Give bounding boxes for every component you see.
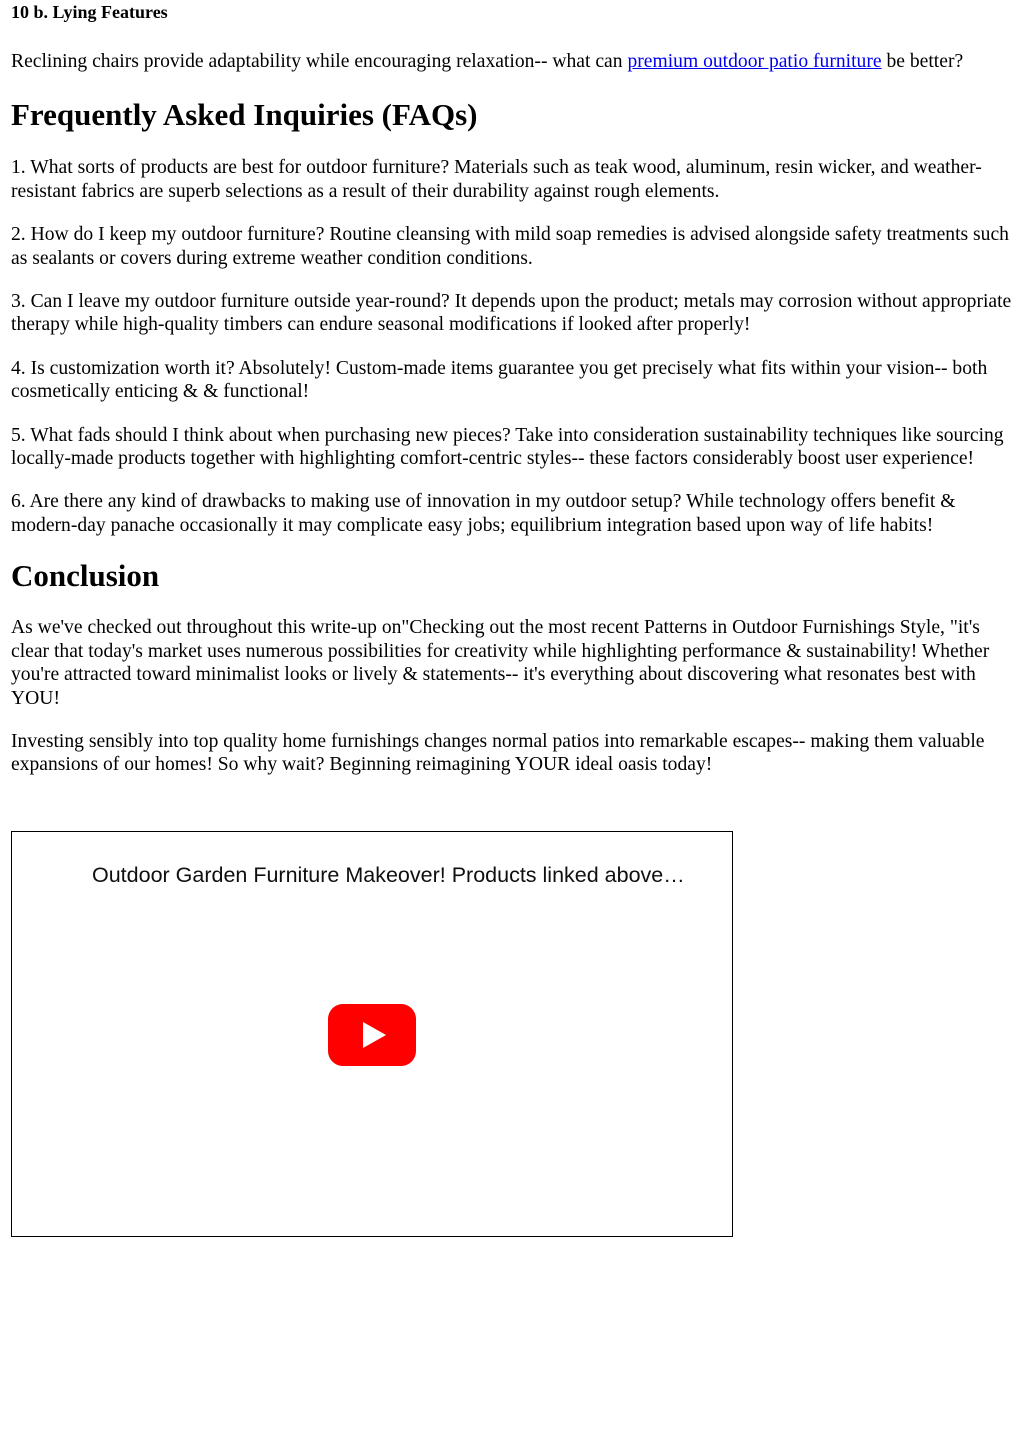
youtube-play-icon — [328, 1004, 416, 1066]
faq-item: 3. Can I leave my outdoor furniture outside year-round? It depends upon the product; metals may corrosion without appropriate therapy while high-quality timbers can endure seasonal modifications if looked after properly! — [11, 291, 1012, 336]
conclusion-paragraph-2: Investing sensibly into top quality home furnishings changes normal patios into remarkable escapes-- making them valuable expansions of our homes! So why wait? Beginning reimagining YOUR ideal oasis today! — [11, 730, 985, 776]
conclusion-paragraph-1: As we've checked out throughout this write-up on"Checking out the most recent Patterns in Outdoor Furnishings Style, "it's clear that today's market uses numerous possibilities for creativity while highlighting performance & sustainability! Whether you're attracted toward minimalist looks or lively & statements-- it's everything about discovering what resonates best with YOU! — [11, 617, 990, 709]
conclusion-heading: Conclusion — [11, 558, 160, 594]
faq-item: 1. What sorts of products are best for outdoor furniture? Materials such as teak wood, aluminum, resin wicker, and weather-resistant fabrics are superb selections as a result of their durability against rough elements. — [11, 157, 982, 202]
faq-item: 2. How do I keep my outdoor furniture? Routine cleansing with mild soap remedies is advised alongside safety treatments such as sealants or covers during extreme weather condition conditions. — [11, 224, 1009, 269]
faq-item: 6. Are there any kind of drawbacks to making use of innovation in my outdoor setup? While technology offers benefit & modern-day panache occasionally it may complicate easy jobs; equilibrium integration based upon way of life habits! — [11, 491, 956, 536]
intro-text-before: Reclining chairs provide adaptability while encouraging relaxation-- what can — [11, 51, 628, 72]
premium-furniture-link[interactable]: premium outdoor patio furniture — [627, 51, 882, 72]
intro-text-after: be better? — [881, 51, 964, 72]
faq-heading: Frequently Asked Inquiries (FAQs) — [11, 97, 478, 133]
faq-item: 4. Is customization worth it? Absolutely! Custom-made items guarantee you get precisely what fits within your vision-- both cosmetically enticing & & functional! — [11, 357, 988, 403]
article — [11, 0, 1021, 777]
section-subheading: 10 b. Lying Features — [11, 2, 168, 22]
video-play-button[interactable] — [328, 1004, 416, 1066]
faq-list — [11, 156, 1021, 537]
video-title[interactable]: Outdoor Garden Furniture Makeover! Products linked above… — [92, 863, 685, 887]
video-embed[interactable] — [11, 831, 733, 1237]
faq-item: 5. What fads should I think about when purchasing new pieces? Take into consideration sustainability techniques like sourcing locally-made products together with highlighting comfort-centric styles-- these factors considerably boost user experience! — [11, 424, 1004, 470]
intro-paragraph — [11, 50, 1021, 73]
